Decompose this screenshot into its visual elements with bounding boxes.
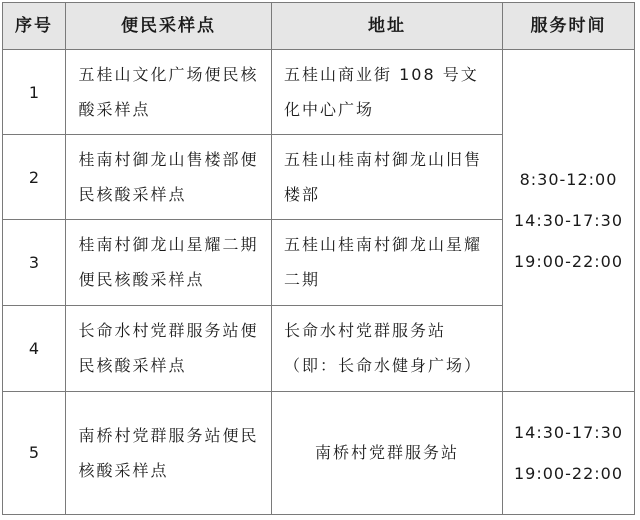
site-name: 五桂山文化广场便民核酸采样点 (78, 65, 259, 120)
address-cell (272, 305, 503, 391)
hours-cell (503, 391, 635, 514)
header-site: 便民采样点 (66, 3, 272, 50)
header-index: 序号 (3, 3, 66, 50)
table-row (3, 391, 635, 514)
row-index: 2 (3, 135, 66, 220)
site-address: 五桂山桂南村御龙山旧售楼部 (284, 150, 483, 205)
header-address: 地址 (272, 3, 503, 50)
row-index: 4 (3, 305, 66, 391)
row-index: 1 (3, 50, 66, 135)
site-address: 五桂山桂南村御龙山星耀二期 (284, 235, 483, 290)
hours-slot: 14:30-17:30 (514, 210, 623, 230)
site-name: 南桥村党群服务站便民核酸采样点 (78, 425, 259, 480)
row-index: 3 (3, 220, 66, 305)
table-row (3, 50, 635, 135)
header-hours: 服务时间 (503, 3, 635, 50)
hours-slot: 19:00-22:00 (514, 463, 623, 483)
site-address: 五桂山商业街 108 号文化中心广场 (284, 65, 479, 120)
site-cell (66, 135, 272, 220)
sampling-sites-table (2, 2, 635, 515)
address-cell (272, 50, 503, 135)
hours-slot: 8:30-12:00 (519, 169, 618, 189)
site-cell (66, 50, 272, 135)
site-address: 长命水村党群服务站（即：长命水健身广场） (284, 321, 483, 376)
address-cell (272, 391, 503, 514)
site-address: 南桥村党群服务站 (314, 443, 459, 463)
site-name: 桂南村御龙山星耀二期便民核酸采样点 (78, 235, 259, 290)
site-cell (66, 305, 272, 391)
hours-cell (503, 50, 635, 392)
hours-slot: 19:00-22:00 (514, 251, 623, 271)
hours-list (514, 412, 623, 494)
address-cell (272, 220, 503, 305)
site-cell (66, 391, 272, 514)
site-name: 长命水村党群服务站便民核酸采样点 (78, 321, 259, 376)
hours-list (514, 159, 623, 282)
address-cell (272, 135, 503, 220)
header-row (3, 3, 635, 50)
site-cell (66, 220, 272, 305)
hours-slot: 14:30-17:30 (514, 422, 623, 442)
site-name: 桂南村御龙山售楼部便民核酸采样点 (78, 150, 259, 205)
row-index: 5 (3, 391, 66, 514)
